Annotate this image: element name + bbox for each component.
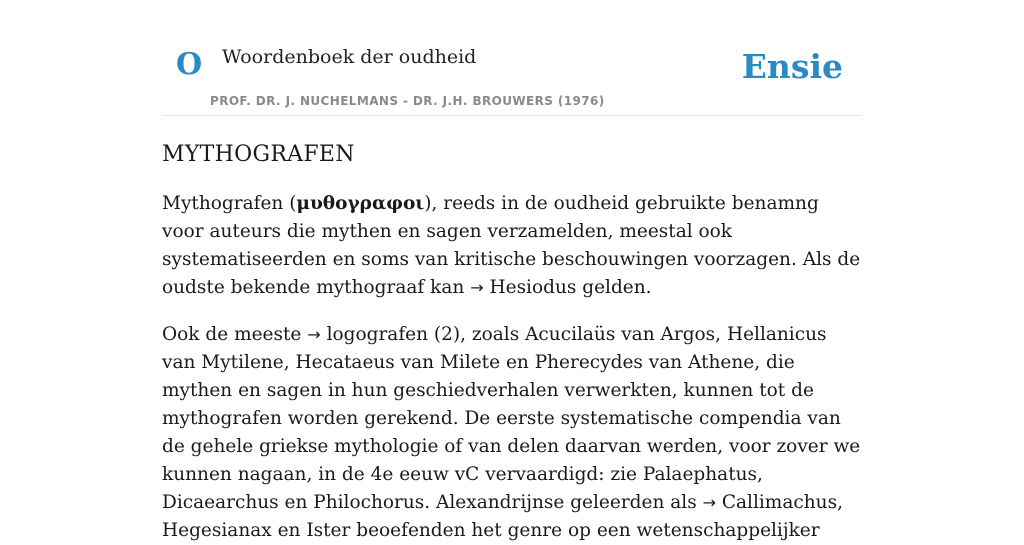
arrow-right-icon: → (470, 278, 484, 298)
link-label: Callimachus (721, 492, 838, 514)
arrow-right-icon: → (702, 493, 716, 513)
page-container (162, 0, 862, 545)
entry-paragraph-2 (162, 321, 862, 545)
paragraph-text: , zoals Acucilaüs van Argos, Hellanicus van Mytilene, Hecataeus van Milete en Pherecydes van Athene, die mythen en sagen in hun geschiedverhalen verwerkten, kunnen tot de mythografen worden gerekend. De eerste systematische compendia van de gehele griekse mythologie of van delen daarvan werden, voor zover we kunnen nagaan, in de 4e eeuw vC vervaardigd: zie Palaephatus, Dicaearchus en Philochorus. Alexandrijnse geleerden als (162, 324, 861, 514)
book-authors: PROF. DR. J. NUCHELMANS - DR. J.H. BROUWERS (1976) (210, 94, 605, 108)
volume-letter[interactable]: O (176, 47, 203, 82)
book-header (162, 0, 862, 116)
entry-title: MYTHOGRAFEN (162, 142, 355, 167)
link-logografen[interactable] (307, 324, 460, 345)
paragraph-text: gelden. (576, 277, 652, 299)
greek-term: μυθογραφοι (296, 193, 425, 215)
paragraph-text: Mythografen ( (162, 193, 297, 215)
paragraph-text: , Hegesianax en Ister beoefenden het genre op een wetenschappelijker (162, 492, 843, 542)
arrow-right-icon: → (307, 325, 321, 345)
link-label: Hesiodus (489, 277, 577, 299)
link-hesiodus[interactable] (470, 277, 576, 298)
paragraph-text: Ook de meeste (162, 324, 308, 346)
paragraph-text: ), reeds in de oudheid gebruikte benamng voor auteurs die mythen en sagen verzamelden, meestal ook systematiseerden en soms van kritische beschouwingen voorzagen. Als de oudste bekende mythograaf kan (162, 193, 861, 299)
link-callimachus[interactable] (703, 492, 838, 513)
link-label: logografen (2) (326, 324, 461, 346)
entry-paragraph-1 (162, 190, 862, 302)
book-title[interactable]: Woordenboek der oudheid (222, 46, 477, 68)
ensie-logo[interactable]: Ensie (741, 47, 843, 86)
